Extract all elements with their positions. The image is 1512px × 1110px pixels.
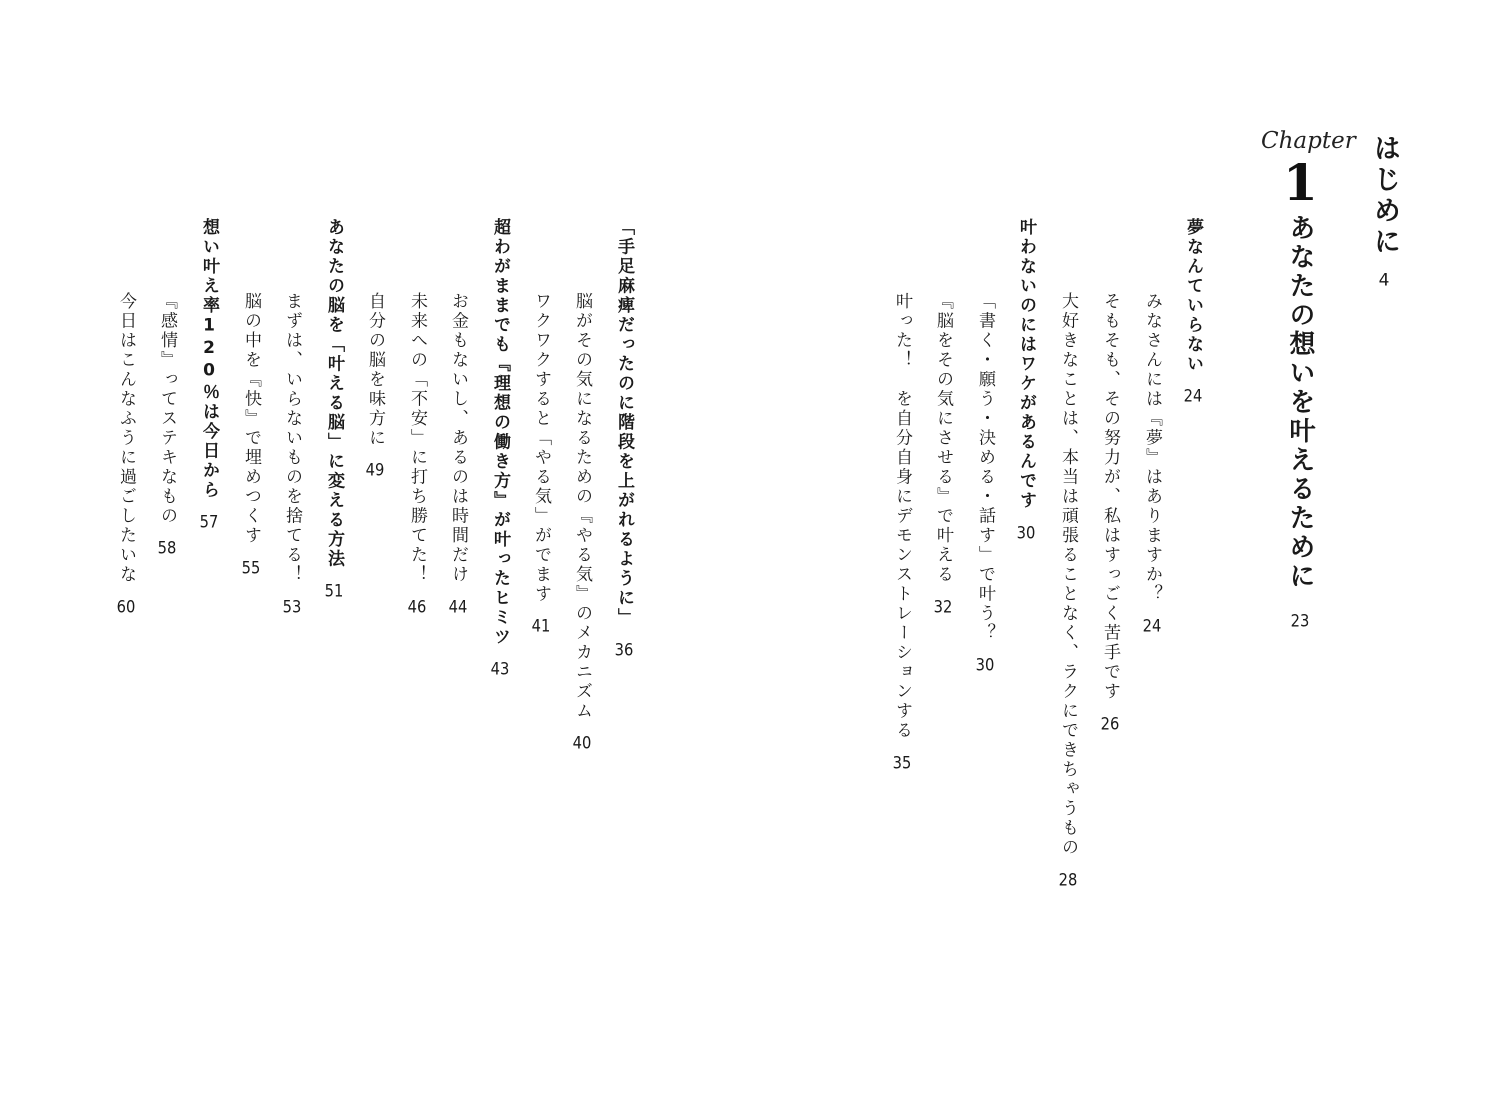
toc-entry: みなさんには『夢』はありますか？24 (1142, 292, 1162, 635)
toc-entry: 自分の脳を味方に49 (365, 292, 385, 479)
chapter-label: Chapter (1261, 128, 1356, 154)
toc-entry: 叶った！ を自分自身にデモンストレーションする35 (892, 292, 912, 772)
chapter-title-line (1287, 214, 1313, 630)
chapter-number: 1 (1283, 153, 1318, 212)
toc-section-heading: 「手足麻痺だったのに階段を上がれるように」36 (614, 218, 634, 659)
toc-entry: お金もないし、あるのは時間だけ44 (448, 292, 468, 616)
toc-intro-title: はじめに (1369, 134, 1400, 258)
toc-entry: 脳の中を『快』で埋めつくす55 (241, 292, 261, 577)
toc-section-heading: 夢なんていらない24 (1183, 218, 1203, 405)
toc-entry: 未来への「不安」に打ち勝てた！46 (407, 292, 427, 616)
toc-entry: ワクワクすると「やる気」がでます41 (531, 292, 551, 635)
toc-section-heading: 叶わないのにはワケがあるんです30 (1016, 218, 1036, 542)
toc-entry: 『脳をその気にさせる』で叶える32 (933, 292, 953, 616)
toc-intro (1371, 134, 1398, 289)
toc-entry: 大好きなことは、本当は頑張ることなく、ラクにできちゃうもの28 (1058, 292, 1078, 889)
toc-entry: そもそも、その努力が、私はすっごく苦手です26 (1100, 292, 1120, 733)
toc-section-heading: 想い叶え率120％は今日から57 (199, 218, 219, 531)
toc-entry: 『感情』ってステキなもの58 (157, 292, 177, 557)
chapter-page: 23 (1290, 613, 1310, 630)
chapter-title: あなたの想いを叶えるために (1285, 214, 1315, 591)
toc-section-heading: あなたの脳を「叶える脳」に変える方法51 (324, 218, 344, 600)
toc-section-heading: 超わがままでも『理想の働き方』が叶ったヒミツ43 (490, 218, 510, 678)
toc-entry: 脳がその気になるための『やる気』のメカニズム40 (572, 292, 592, 752)
toc-intro-page: 4 (1378, 272, 1390, 289)
toc-entry: まずは、いらないものを捨てる！53 (282, 292, 302, 616)
toc-entry: 「書く・願う・決める・話す」で叶う？30 (975, 292, 995, 674)
toc-entry: 今日はこんなふうに過ごしたいな60 (116, 292, 136, 616)
